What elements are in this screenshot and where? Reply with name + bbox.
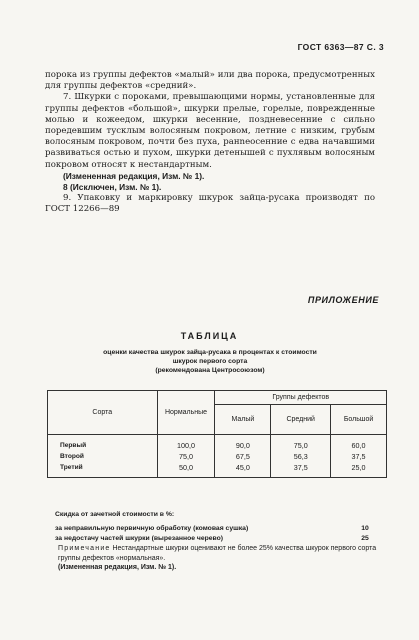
row-normal: 100,0 bbox=[157, 435, 215, 452]
table-title: ТАБЛИЦА bbox=[180, 331, 239, 341]
row-sort: Первый bbox=[48, 435, 158, 452]
table-row bbox=[48, 462, 387, 478]
table-subtitle-line-2: шкурок первого сорта bbox=[172, 358, 248, 365]
row-large: 37,5 bbox=[331, 451, 387, 462]
deduction-label: за неправильную первичную обработку (комовая сушка) bbox=[55, 525, 249, 532]
row-normal: 50,0 bbox=[157, 462, 215, 478]
deduction-label: за недостачу частей шкурки (вырезанное черево) bbox=[55, 534, 224, 542]
item-7-edit-note: (Измененная редакция, Изм. № 1). bbox=[63, 170, 205, 181]
item-7: 7. Шкурки с пороками, превышающими нормы, установленные для группы дефектов «большой», шкурки прелые, горелые, поврежденные молью и кожеедом, шкурки весенние, поздневесенние с сильно поредевшим тусклым волосяным покровом, летние с низким, грубым волосяным покровом, почти без пуха, ранneосенние с едва начавшими развиваться остью и пухом, шкурки детенышей с пухлявым волосяным покровом относят к нестандартным. bbox=[45, 92, 375, 170]
row-small: 45,0 bbox=[215, 462, 271, 478]
row-medium: 75,0 bbox=[271, 435, 331, 452]
note bbox=[58, 544, 385, 563]
page-header: ГОСТ 6363—87 С. 3 bbox=[297, 42, 384, 52]
item-8: 8 (Исключен, Изм. № 1). bbox=[63, 182, 162, 193]
grade-table bbox=[47, 390, 387, 478]
table-subtitle-line-1: оценки качества шкурок зайца-русака в процентах к стоимости bbox=[103, 349, 317, 356]
row-normal: 75,0 bbox=[157, 451, 215, 462]
item-9: 9. Упаковку и маркировку шкурок зайца-русака производят по ГОСТ 12266—89 bbox=[45, 193, 375, 215]
appendix-label: ПРИЛОЖЕНИЕ bbox=[307, 295, 379, 305]
header-medium: Средний bbox=[271, 405, 331, 435]
deduction-value: 25 bbox=[361, 534, 369, 542]
paragraph-continuation: порока из группы дефектов «малый» или два порока, предусмотренных для группы дефектов «средний». bbox=[45, 70, 375, 92]
row-small: 67,5 bbox=[215, 451, 271, 462]
table-subtitle-line-3: (рекомендована Центросоюзом) bbox=[155, 367, 265, 374]
deduction-row bbox=[55, 534, 375, 544]
row-small: 90,0 bbox=[215, 435, 271, 452]
table-row bbox=[48, 451, 387, 462]
deductions-block bbox=[55, 511, 375, 543]
header-defect-groups: Группы дефектов bbox=[215, 391, 387, 405]
header-large: Большой bbox=[331, 405, 387, 435]
row-medium: 56,3 bbox=[271, 451, 331, 462]
note-text: Нестандартные шкурки оценивают не более 25% качества шкурок первого сорта группы дефектов «нормальная». bbox=[58, 545, 377, 562]
row-medium: 37,5 bbox=[271, 462, 331, 478]
header-small: Малый bbox=[215, 405, 271, 435]
deduction-value: 10 bbox=[361, 525, 369, 532]
table-subtitle bbox=[30, 348, 390, 375]
note-edit: (Измененная редакция, Изм. № 1). bbox=[58, 564, 177, 571]
note-label: Примечание bbox=[58, 545, 111, 552]
header-sort: Сорта bbox=[48, 391, 158, 435]
row-sort: Третий bbox=[48, 462, 158, 478]
row-sort: Второй bbox=[48, 451, 158, 462]
row-large: 25,0 bbox=[331, 462, 387, 478]
deductions-title: Скидка от зачетной стоимости в %: bbox=[55, 511, 175, 518]
deduction-row bbox=[55, 524, 375, 534]
body-text bbox=[45, 70, 375, 216]
header-normal: Нормальные bbox=[157, 391, 215, 435]
table-row bbox=[48, 435, 387, 452]
row-large: 60,0 bbox=[331, 435, 387, 452]
